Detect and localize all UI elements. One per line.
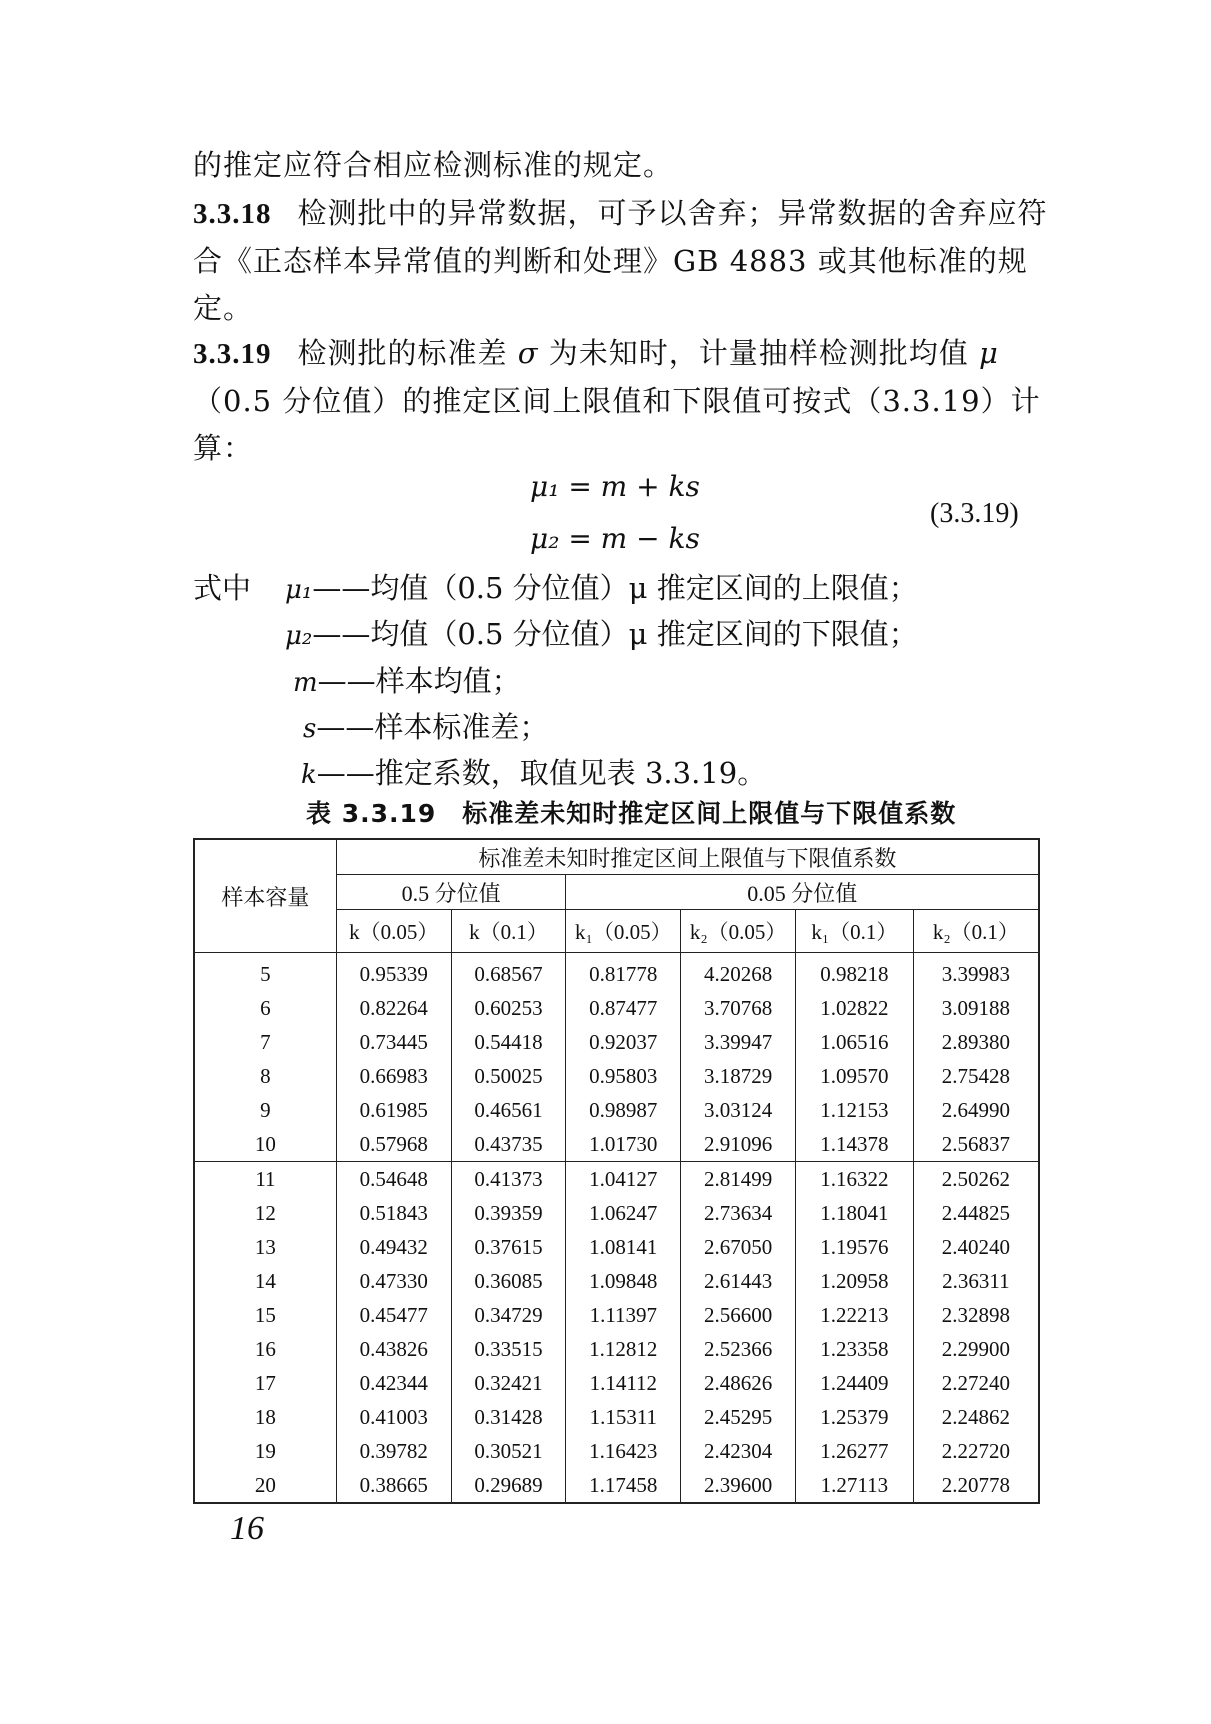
clause-text-b: 为未知时，计量抽样检测批均值	[538, 336, 979, 370]
coefficient-cell: 1.20958	[796, 1264, 914, 1298]
legend-symbol: s	[303, 714, 317, 744]
coefficient-cell: 0.68567	[451, 953, 566, 992]
coefficient-cell: 1.08141	[566, 1230, 681, 1264]
legend-text: ——均值（0.5 分位值）μ 推定区间的上限值；	[312, 571, 918, 605]
legend-symbol: k	[301, 760, 317, 790]
coefficient-cell: 4.20268	[681, 953, 796, 992]
coefficient-cell: 2.56837	[913, 1127, 1039, 1162]
coefficient-cell: 0.95803	[566, 1059, 681, 1093]
table-row	[194, 1332, 1039, 1366]
table-body	[194, 953, 1039, 1504]
coefficient-cell: 1.09848	[566, 1264, 681, 1298]
legend-item	[293, 663, 521, 701]
sample-size-cell: 8	[194, 1059, 336, 1093]
coefficient-cell: 3.39983	[913, 953, 1039, 992]
coefficient-cell: 2.20778	[913, 1468, 1039, 1503]
clause-number: 3.3.19	[193, 338, 272, 370]
table-row	[194, 1162, 1039, 1197]
coefficient-cell: 1.17458	[566, 1468, 681, 1503]
coefficient-cell: 0.46561	[451, 1093, 566, 1127]
coefficient-cell: 0.33515	[451, 1332, 566, 1366]
sample-size-cell: 7	[194, 1025, 336, 1059]
coefficient-cell: 2.48626	[681, 1366, 796, 1400]
coefficient-cell: 2.40240	[913, 1230, 1039, 1264]
coefficient-cell: 0.82264	[336, 991, 451, 1025]
sample-size-cell: 11	[194, 1162, 336, 1197]
coefficient-cell: 0.57968	[336, 1127, 451, 1162]
sample-size-cell: 14	[194, 1264, 336, 1298]
formula-lower: μ₂ = m − ks	[530, 522, 700, 555]
coefficient-cell: 0.36085	[451, 1264, 566, 1298]
coefficient-cell: 0.42344	[336, 1366, 451, 1400]
sample-size-cell: 13	[194, 1230, 336, 1264]
sample-size-cell: 17	[194, 1366, 336, 1400]
column-header: k（0.1）	[451, 910, 566, 953]
legend-item	[301, 755, 766, 793]
coefficient-cell: 2.91096	[681, 1127, 796, 1162]
sample-size-cell: 9	[194, 1093, 336, 1127]
coefficient-cell: 1.16322	[796, 1162, 914, 1197]
coefficient-cell: 2.67050	[681, 1230, 796, 1264]
coefficient-cell: 0.34729	[451, 1298, 566, 1332]
legend-text: ——样本标准差；	[316, 710, 549, 744]
coefficient-cell: 2.32898	[913, 1298, 1039, 1332]
sample-size-cell: 16	[194, 1332, 336, 1366]
coefficient-cell: 2.56600	[681, 1298, 796, 1332]
table-row	[194, 1230, 1039, 1264]
coefficient-cell: 1.27113	[796, 1468, 914, 1503]
coefficient-cell: 2.27240	[913, 1366, 1039, 1400]
formula-upper: μ₁ = m + ks	[530, 470, 700, 503]
table-row	[194, 991, 1039, 1025]
coefficient-cell: 3.18729	[681, 1059, 796, 1093]
clause-number: 3.3.18	[193, 198, 272, 230]
coefficient-cell: 2.89380	[913, 1025, 1039, 1059]
table-row	[194, 1196, 1039, 1230]
coefficient-cell: 0.98218	[796, 953, 914, 992]
sample-size-cell: 10	[194, 1127, 336, 1162]
coefficient-cell: 0.50025	[451, 1059, 566, 1093]
coefficient-cell: 2.61443	[681, 1264, 796, 1298]
coefficient-cell: 2.50262	[913, 1162, 1039, 1197]
table-caption: 表 3.3.19 标准差未知时推定区间上限值与下限值系数	[306, 799, 957, 828]
table-row	[194, 1264, 1039, 1298]
sample-size-cell: 18	[194, 1400, 336, 1434]
table-row	[194, 1298, 1039, 1332]
coefficient-cell: 1.09570	[796, 1059, 914, 1093]
coefficient-cell: 0.41003	[336, 1400, 451, 1434]
coefficient-cell: 0.30521	[451, 1434, 566, 1468]
sample-size-cell: 20	[194, 1468, 336, 1503]
equation-number: (3.3.19)	[930, 498, 1019, 529]
coefficient-cell: 3.70768	[681, 991, 796, 1025]
coefficient-cell: 2.75428	[913, 1059, 1039, 1093]
coefficient-cell: 1.12153	[796, 1093, 914, 1127]
legend-item	[285, 616, 918, 654]
legend-text: ——样本均值；	[317, 664, 521, 698]
coefficient-cell: 0.61985	[336, 1093, 451, 1127]
coefficient-cell: 1.26277	[796, 1434, 914, 1468]
coefficient-table	[193, 838, 1040, 1504]
sample-size-cell: 19	[194, 1434, 336, 1468]
coefficient-cell: 0.92037	[566, 1025, 681, 1059]
coefficient-cell: 3.03124	[681, 1093, 796, 1127]
coefficient-cell: 0.73445	[336, 1025, 451, 1059]
coefficient-cell: 0.39782	[336, 1434, 451, 1468]
coefficient-cell: 0.60253	[451, 991, 566, 1025]
coefficient-cell: 2.52366	[681, 1332, 796, 1366]
coefficient-cell: 1.12812	[566, 1332, 681, 1366]
coefficient-cell: 2.24862	[913, 1400, 1039, 1434]
sample-size-cell: 15	[194, 1298, 336, 1332]
coefficient-cell: 1.04127	[566, 1162, 681, 1197]
header-group-median: 0.5 分位值	[336, 875, 566, 910]
coefficient-cell: 0.95339	[336, 953, 451, 992]
coefficient-cell: 0.47330	[336, 1264, 451, 1298]
clause-text-c: （0.5 分位值）的推定区间上限值和下限值可按式（3.3.19）计算：	[193, 384, 1041, 465]
column-header: k₂（0.05）	[681, 910, 796, 953]
coefficient-cell: 1.06516	[796, 1025, 914, 1059]
header-group-005: 0.05 分位值	[566, 875, 1039, 910]
coefficient-cell: 0.37615	[451, 1230, 566, 1264]
clause-text-a: 检测批的标准差	[297, 336, 518, 370]
coefficient-cell: 1.02822	[796, 991, 914, 1025]
coefficient-cell: 0.87477	[566, 991, 681, 1025]
coefficient-cell: 0.45477	[336, 1298, 451, 1332]
column-header: k₁（0.1）	[796, 910, 914, 953]
table-row	[194, 1366, 1039, 1400]
table-row	[194, 1025, 1039, 1059]
coefficient-cell: 2.29900	[913, 1332, 1039, 1366]
coefficient-cell: 1.18041	[796, 1196, 914, 1230]
legend-intro: 式中	[193, 571, 252, 605]
clause-3-3-19	[193, 330, 1053, 472]
coefficient-cell: 0.54418	[451, 1025, 566, 1059]
coefficient-cell: 1.06247	[566, 1196, 681, 1230]
coefficient-cell: 2.64990	[913, 1093, 1039, 1127]
column-header: k（0.05）	[336, 910, 451, 953]
header-sample-size: 样本容量	[194, 839, 336, 953]
top-continuation-text: 的推定应符合相应检测标准的规定。	[193, 148, 674, 182]
coefficient-cell: 0.54648	[336, 1162, 451, 1197]
coefficient-cell: 0.31428	[451, 1400, 566, 1434]
coefficient-cell: 0.98987	[566, 1093, 681, 1127]
coefficient-cell: 2.81499	[681, 1162, 796, 1197]
coefficient-cell: 1.14378	[796, 1127, 914, 1162]
mu-symbol: μ	[978, 336, 999, 370]
column-header: k₂（0.1）	[913, 910, 1039, 953]
table-row	[194, 1400, 1039, 1434]
legend-symbol: μ₂	[285, 621, 313, 651]
sample-size-cell: 5	[194, 953, 336, 992]
table-row	[194, 953, 1039, 992]
coefficient-cell: 3.09188	[913, 991, 1039, 1025]
coefficient-cell: 2.39600	[681, 1468, 796, 1503]
coefficient-cell: 0.43826	[336, 1332, 451, 1366]
legend-text: ——推定系数，取值见表 3.3.19。	[316, 756, 767, 790]
coefficient-cell: 1.23358	[796, 1332, 914, 1366]
table-row	[194, 1127, 1039, 1162]
coefficient-cell: 0.39359	[451, 1196, 566, 1230]
coefficient-cell: 0.81778	[566, 953, 681, 992]
coefficient-cell: 2.36311	[913, 1264, 1039, 1298]
coefficient-cell: 0.49432	[336, 1230, 451, 1264]
clause-3-3-18	[193, 190, 1053, 332]
coefficient-cell: 1.24409	[796, 1366, 914, 1400]
coefficient-cell: 1.15311	[566, 1400, 681, 1434]
sample-size-cell: 6	[194, 991, 336, 1025]
coefficient-cell: 0.32421	[451, 1366, 566, 1400]
coefficient-cell: 1.19576	[796, 1230, 914, 1264]
coefficient-cell: 3.39947	[681, 1025, 796, 1059]
coefficient-cell: 1.11397	[566, 1298, 681, 1332]
sample-size-cell: 12	[194, 1196, 336, 1230]
clause-text: 检测批中的异常数据，可予以舍弃；异常数据的舍弃应符合《正态样本异常值的判断和处理》GB 4883 或其他标准的规定。	[193, 196, 1048, 325]
coefficient-cell: 1.25379	[796, 1400, 914, 1434]
coefficient-cell: 2.45295	[681, 1400, 796, 1434]
coefficient-cell: 2.73634	[681, 1196, 796, 1230]
coefficient-cell: 2.42304	[681, 1434, 796, 1468]
legend-symbol: m	[293, 668, 318, 698]
coefficient-cell: 1.01730	[566, 1127, 681, 1162]
coefficient-cell: 0.43735	[451, 1127, 566, 1162]
column-header: k₁（0.05）	[566, 910, 681, 953]
coefficient-cell: 0.41373	[451, 1162, 566, 1197]
legend-symbol: μ₁	[285, 575, 313, 605]
page-number: 16	[230, 1510, 264, 1547]
coefficient-cell: 0.38665	[336, 1468, 451, 1503]
coefficient-cell: 1.22213	[796, 1298, 914, 1332]
table-row	[194, 1468, 1039, 1503]
legend-item	[285, 570, 918, 608]
coefficient-cell: 2.22720	[913, 1434, 1039, 1468]
table-row	[194, 1059, 1039, 1093]
coefficient-cell: 0.66983	[336, 1059, 451, 1093]
coefficient-cell: 1.14112	[566, 1366, 681, 1400]
table-row	[194, 1434, 1039, 1468]
sigma-symbol: σ	[517, 336, 539, 370]
header-main: 标准差未知时推定区间上限值与下限值系数	[336, 839, 1039, 875]
coefficient-cell: 0.29689	[451, 1468, 566, 1503]
coefficient-cell: 0.51843	[336, 1196, 451, 1230]
legend-item	[303, 709, 548, 747]
coefficient-cell: 2.44825	[913, 1196, 1039, 1230]
coefficient-cell: 1.16423	[566, 1434, 681, 1468]
table-row	[194, 1093, 1039, 1127]
legend-text: ——均值（0.5 分位值）μ 推定区间的下限值；	[312, 617, 918, 651]
